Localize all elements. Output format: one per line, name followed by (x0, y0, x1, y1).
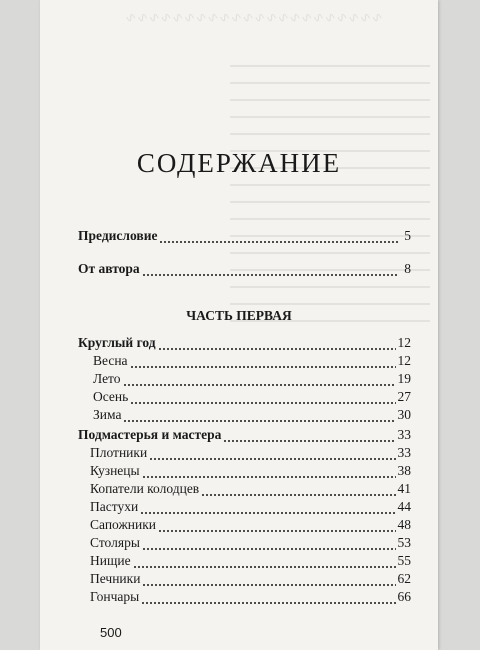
leader-dots (123, 374, 396, 388)
leader-dots (158, 520, 395, 534)
leader-dots (142, 538, 396, 552)
toc-entry-label: Кузнецы (90, 463, 140, 478)
toc-entry-page: 53 (397, 535, 411, 550)
toc-item[interactable] (90, 534, 411, 552)
toc-entry-page: 66 (397, 589, 411, 604)
toc-entry-page: 33 (397, 445, 411, 460)
toc-item[interactable] (90, 552, 411, 570)
toc-entry-page: 38 (397, 463, 411, 478)
toc-entry-label: Гончары (90, 589, 140, 604)
toc-entry-page: 30 (397, 407, 411, 422)
toc-entry-page: 48 (397, 517, 411, 532)
toc-entry-page: 19 (397, 371, 411, 386)
bleed-through-text (230, 56, 430, 331)
toc-entry-label: Пастухи (90, 499, 139, 514)
toc-entry-page: 44 (397, 499, 411, 514)
toc-item[interactable] (93, 370, 411, 388)
toc-item[interactable] (93, 352, 411, 370)
page-number: 500 (100, 625, 122, 640)
toc-section-round-year[interactable] (78, 334, 411, 352)
page-title: СОДЕРЖАНИЕ (136, 148, 342, 178)
toc-item[interactable] (90, 588, 411, 606)
toc-entry-page: 8 (404, 261, 411, 276)
leader-dots (223, 430, 395, 444)
leader-dots (149, 448, 395, 462)
toc-entry-page: 12 (397, 353, 411, 368)
toc-item[interactable] (90, 444, 411, 462)
toc-item[interactable] (90, 498, 411, 516)
part-title: ЧАСТЬ ПЕРВАЯ (186, 308, 292, 323)
leader-dots (142, 264, 399, 278)
toc-item[interactable] (93, 388, 411, 406)
leader-dots (140, 502, 395, 516)
leader-dots (158, 338, 396, 352)
toc-entry-label: Столяры (90, 535, 140, 550)
toc-item[interactable] (93, 406, 411, 424)
toc-entry-preface[interactable] (78, 227, 411, 245)
toc-item[interactable] (90, 480, 411, 498)
toc-entry-from-author[interactable] (78, 260, 411, 278)
toc-entry-label: Круглый год (78, 335, 156, 350)
leader-dots (123, 410, 395, 424)
leader-dots (130, 356, 396, 370)
toc-item[interactable] (90, 516, 411, 534)
toc-entry-page: 27 (397, 389, 411, 404)
leader-dots (159, 231, 399, 245)
leader-dots (201, 484, 395, 498)
toc-item[interactable] (90, 462, 411, 480)
toc-section-apprentices-masters[interactable] (78, 426, 411, 444)
toc-entry-label: Зима (93, 407, 122, 422)
leader-dots (130, 392, 395, 406)
toc-entry-page: 41 (397, 481, 411, 496)
leader-dots (142, 466, 396, 480)
leader-dots (141, 592, 395, 606)
toc-entry-page: 33 (397, 427, 411, 442)
toc-entry-page: 55 (397, 553, 411, 568)
toc-entry-page: 62 (397, 571, 411, 586)
toc-item[interactable] (90, 570, 411, 588)
toc-entry-page: 12 (397, 335, 411, 350)
toc-entry-label: Плотники (90, 445, 148, 460)
toc-entry-label: Печники (90, 571, 141, 586)
toc-entry-label: Нищие (90, 553, 131, 568)
toc-entry-label: Копатели колодцев (90, 481, 200, 496)
toc-entry-page: 5 (404, 228, 411, 243)
toc-entry-label: Весна (93, 353, 128, 368)
leader-dots (142, 574, 395, 588)
toc-entry-label: Сапожники (90, 517, 157, 532)
leader-dots (133, 556, 396, 570)
book-page (40, 0, 438, 650)
toc-entry-label: Предисловие (78, 228, 158, 243)
toc-entry-label: Подмастерья и мастера (78, 427, 222, 442)
toc-entry-label: Осень (93, 389, 129, 404)
toc-entry-label: От автора (78, 261, 140, 276)
toc-entry-label: Лето (93, 371, 121, 386)
bleed-through-header: ∿∿∿∿∿∿∿∿∿∿∿∿∿∿∿∿∿∿∿∿∿∿ (126, 11, 385, 26)
